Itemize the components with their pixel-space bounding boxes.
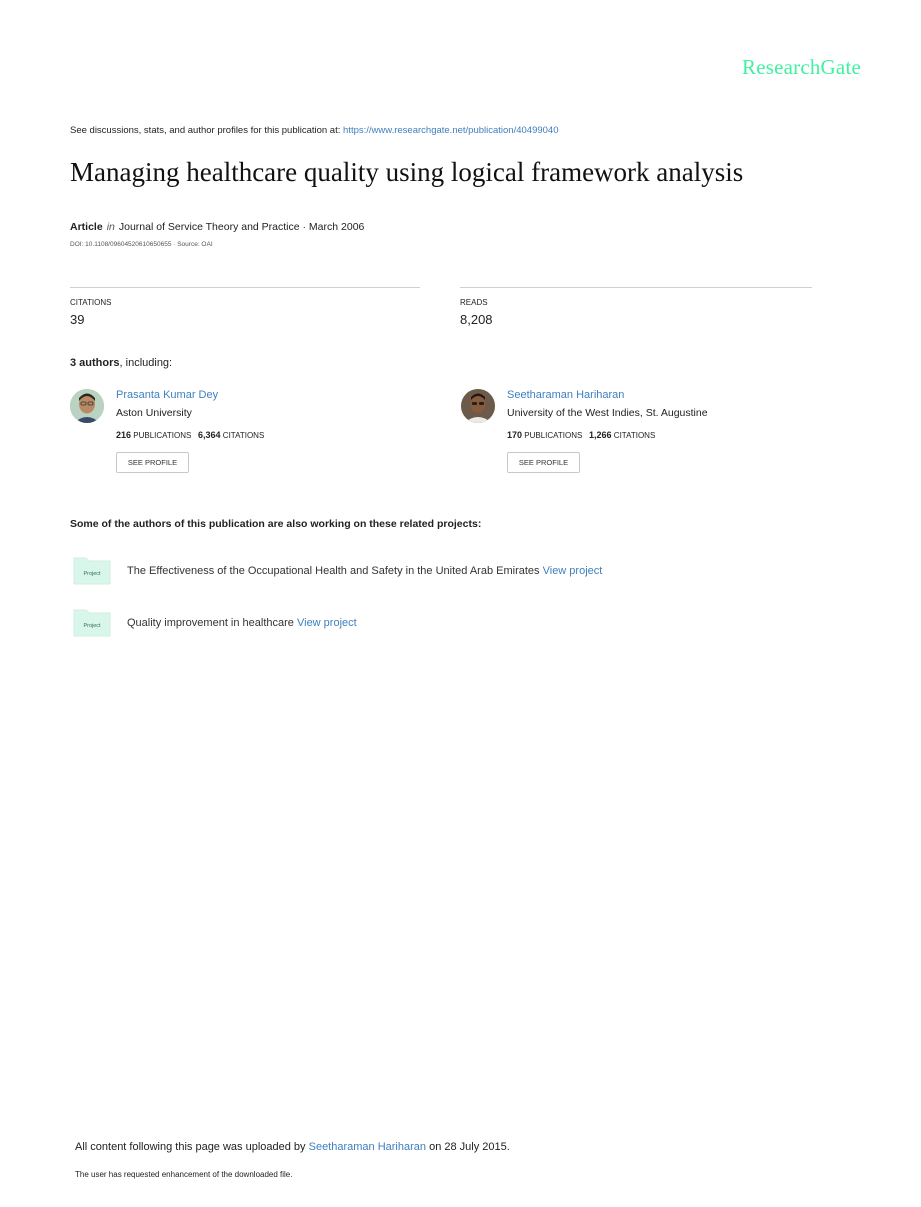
project-folder-icon <box>73 555 111 585</box>
author-name-link[interactable]: Seetharaman Hariharan <box>507 389 625 401</box>
authors-count-line <box>70 357 172 369</box>
reads-divider <box>460 287 812 288</box>
publications-count: 170 <box>507 430 523 440</box>
author-photo-icon <box>461 389 495 423</box>
project-folder-icon <box>73 607 111 637</box>
author-citations-label: CITATIONS <box>613 431 656 440</box>
upload-prefix: All content following this page was uploaded by <box>75 1141 306 1153</box>
publication-title: Managing healthcare quality using logical framework analysis <box>70 157 744 187</box>
enhancement-note: The user has requested enhancement of the downloaded file. <box>75 1170 293 1179</box>
publication-type: Article <box>70 221 103 233</box>
author-stats <box>116 430 264 440</box>
author-avatar[interactable] <box>461 389 495 423</box>
author-avatar[interactable] <box>70 389 104 423</box>
folder-label: Project <box>83 623 101 629</box>
author-citations-label: CITATIONS <box>222 431 265 440</box>
related-projects-heading: Some of the authors of this publication are also working on these related projects: <box>70 518 482 530</box>
author-affiliation: University of the West Indies, St. Augustine <box>507 407 708 419</box>
authors-count: 3 authors <box>70 357 120 369</box>
author-name-link[interactable]: Prasanta Kumar Dey <box>116 389 219 401</box>
project-row <box>127 565 602 577</box>
citations-divider <box>70 287 420 288</box>
author-photo-icon <box>70 389 104 423</box>
folder-label: Project <box>83 571 101 577</box>
publication-url-link[interactable]: https://www.researchgate.net/publication/40499040 <box>343 125 559 136</box>
author-citations-count: 6,364 <box>198 430 221 440</box>
view-project-link[interactable]: View project <box>542 565 603 577</box>
authors-suffix: , including: <box>119 357 173 369</box>
in-word: in <box>106 221 115 233</box>
upload-note <box>75 1141 510 1153</box>
reads-label: READS <box>460 298 488 307</box>
reads-value: 8,208 <box>460 312 493 327</box>
see-discussions-text: See discussions, stats, and author profiles for this publication at: <box>70 125 341 136</box>
publications-count: 216 <box>116 430 132 440</box>
publications-label: PUBLICATIONS <box>524 431 583 440</box>
doi-source: DOI: 10.1108/09604520610650655 · Source: OAI <box>70 241 213 248</box>
author-citations-count: 1,266 <box>589 430 612 440</box>
see-discussions-line <box>70 125 559 136</box>
upload-suffix: on 28 July 2015. <box>429 1141 510 1153</box>
project-title: Quality improvement in healthcare <box>127 617 294 629</box>
author-stats <box>507 430 655 440</box>
see-profile-button[interactable]: SEE PROFILE <box>116 452 189 473</box>
researchgate-logo[interactable]: ResearchGate <box>742 55 861 79</box>
view-project-link[interactable]: View project <box>296 617 357 629</box>
citations-label: CITATIONS <box>70 298 112 307</box>
author-affiliation: Aston University <box>116 407 192 419</box>
publications-label: PUBLICATIONS <box>133 431 192 440</box>
project-row <box>127 617 357 629</box>
citations-value: 39 <box>70 312 85 327</box>
journal-and-date: Journal of Service Theory and Practice · March 2006 <box>118 221 365 233</box>
project-title: The Effectiveness of the Occupational Health and Safety in the United Arab Emirates <box>127 565 540 577</box>
uploader-link[interactable]: Seetharaman Hariharan <box>308 1141 427 1153</box>
see-profile-button[interactable]: SEE PROFILE <box>507 452 580 473</box>
publication-meta <box>70 221 364 233</box>
